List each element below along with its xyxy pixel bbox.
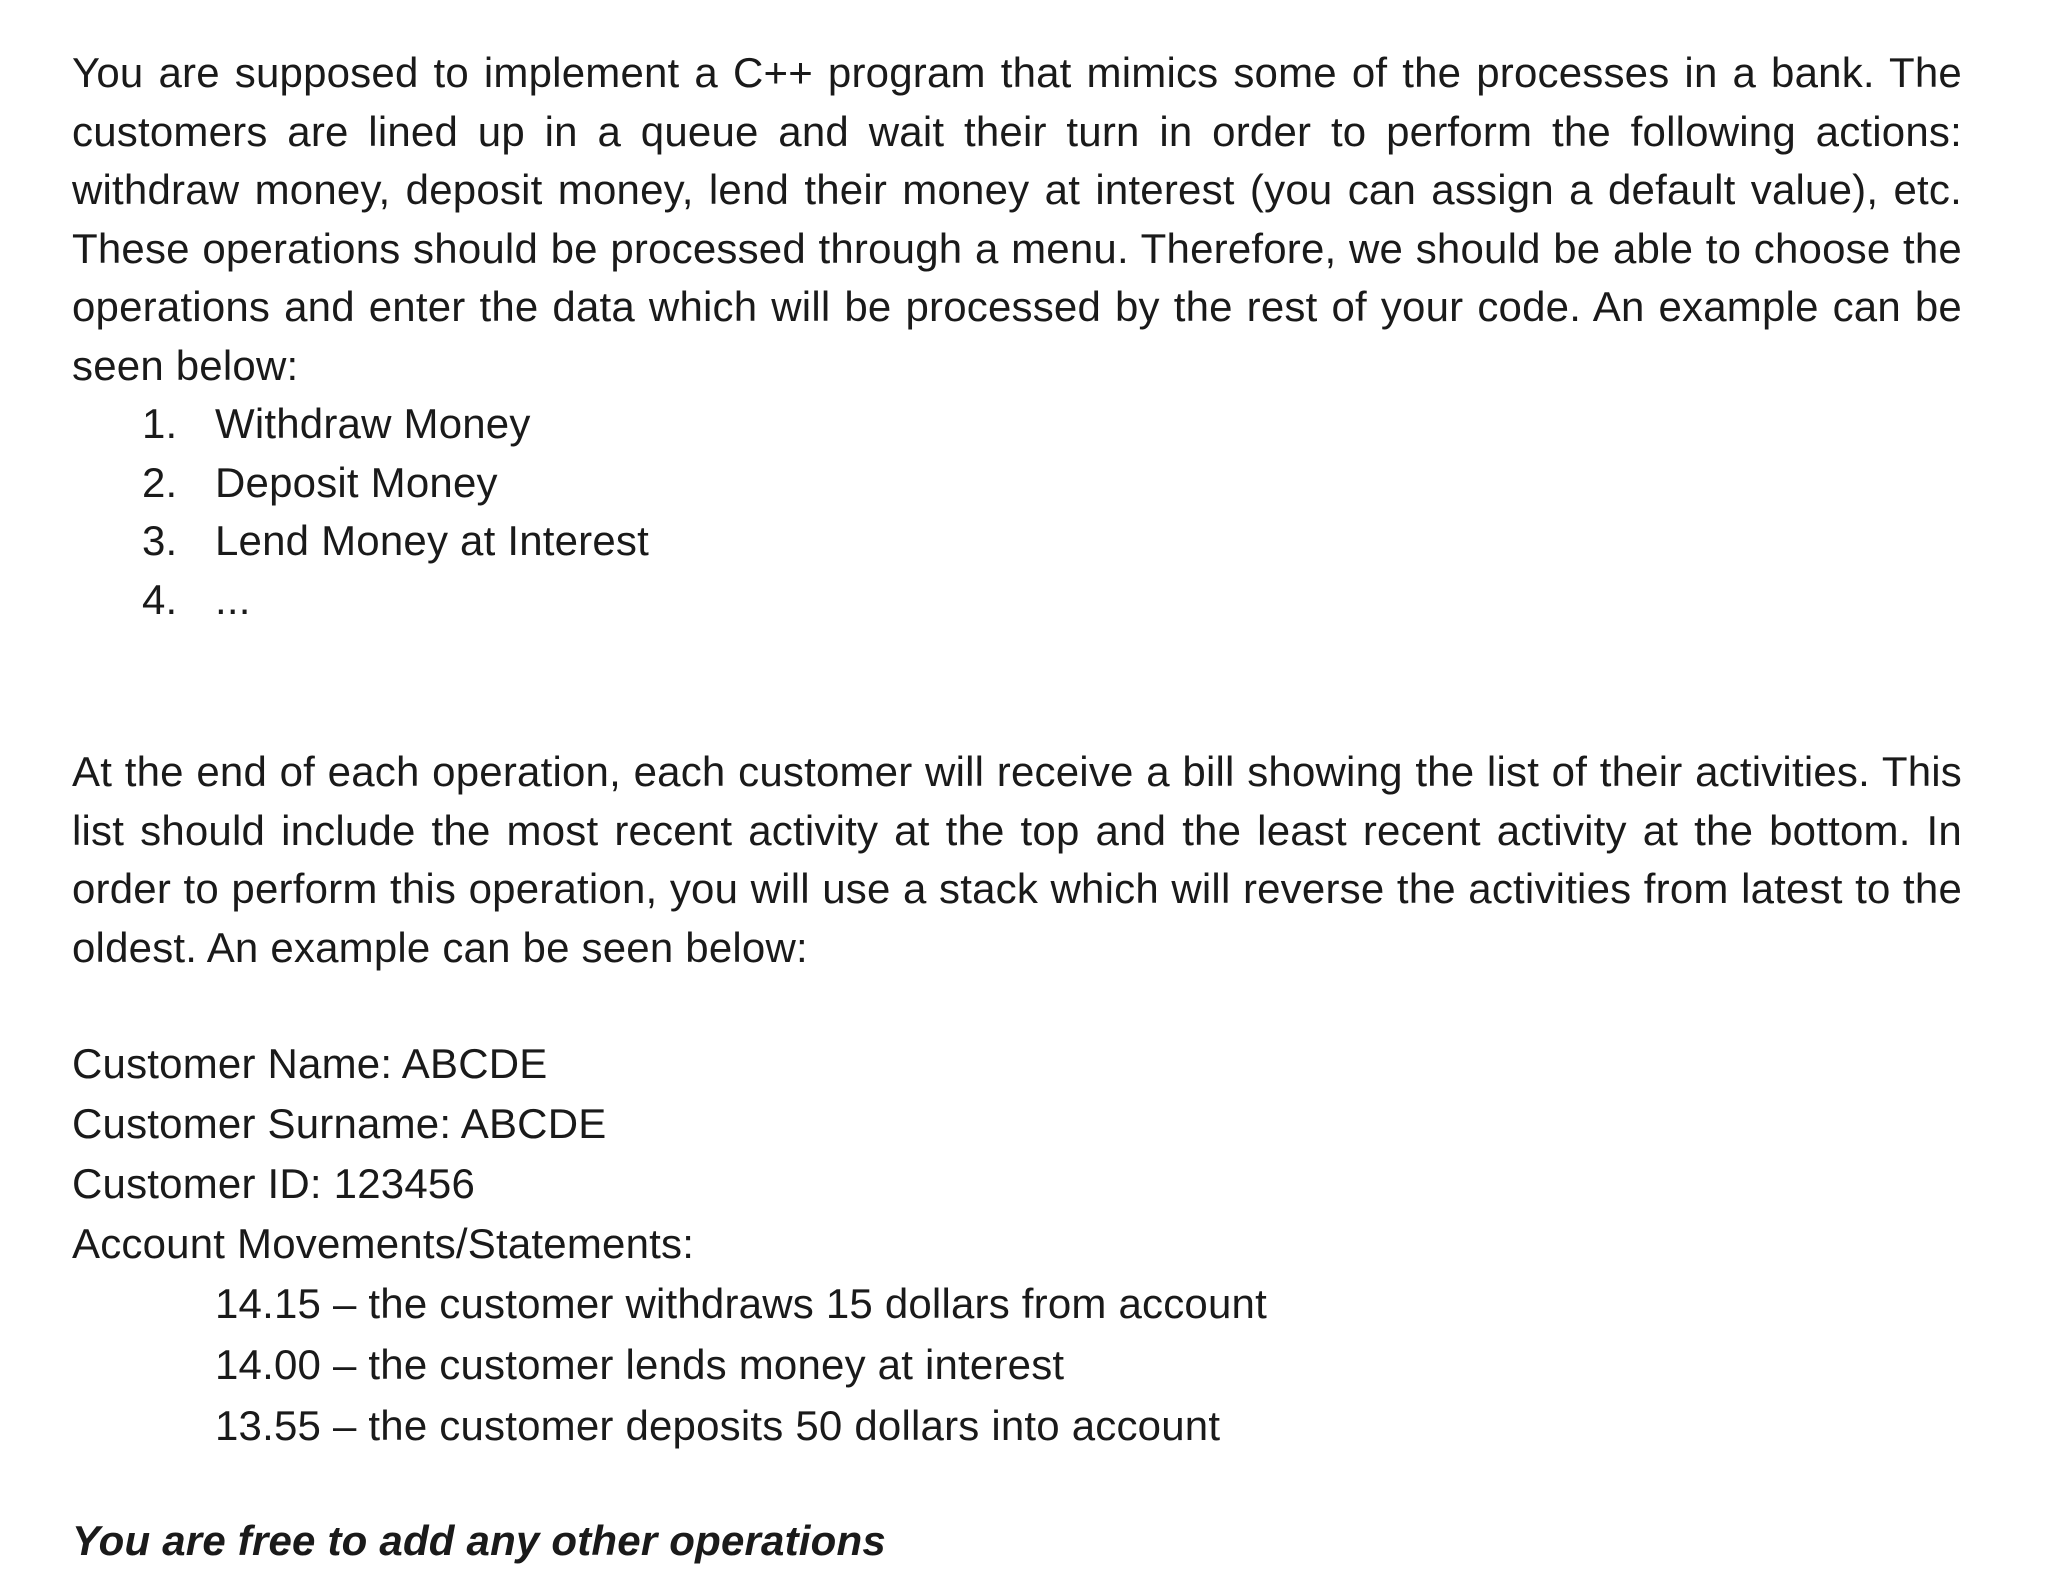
account-movements-heading: Account Movements/Statements: [72,1220,695,1267]
spacer [72,629,1962,743]
menu-item-label: Withdraw Money [215,400,531,447]
menu-item-number: 3. [142,517,178,564]
customer-surname-line: Customer Surname: ABCDE [72,1100,607,1147]
account-movements-list [72,1275,1962,1458]
menu-item-number: 2. [142,458,178,506]
menu-item-label: Deposit Money [215,458,498,506]
operations-menu-list [72,395,1962,629]
customer-id-line: Customer ID: 123456 [72,1160,476,1207]
menu-item-label: ... [215,575,251,623]
customer-name-line: Customer Name: ABCDE [72,1040,548,1087]
movement-item: 13.55 – the customer deposits 50 dollars into account [215,1402,1221,1449]
menu-item-number: 1. [142,400,178,447]
spacer [72,1458,1962,1512]
example-bill [72,1035,1962,1458]
assignment-document [72,44,1962,1571]
spacer [72,977,1962,1035]
menu-item-lend [72,512,1962,571]
movement-item: 14.00 – the customer lends money at interest [215,1341,1065,1388]
menu-item-label: Lend Money at Interest [215,517,649,564]
menu-item-more [72,571,1962,630]
movement-item: 14.15 – the customer withdraws 15 dollars from account [215,1280,1267,1327]
footer-note: You are free to add any other operations [72,1517,886,1564]
menu-item-number: 4. [142,575,178,623]
intro-paragraph: You are supposed to implement a C++ program that mimics some of the processes in a bank. The customers are lined up in a queue and wait their turn in order to perform the following actions: withdraw money, deposit money, lend their money at interest (you can assign a default value), etc. These operations should be processed through a menu. Therefore, we should be able to choose the operations and enter the data which will be processed by the rest of your code. An example can be seen below: [72,49,1962,389]
menu-item-deposit [72,454,1962,513]
bill-description-paragraph: At the end of each operation, each customer will receive a bill showing the list of their activities. This list should include the most recent activity at the top and the least recent activity at the bottom. In order to perform this operation, you will use a stack which will reverse the activities from latest to the oldest. An example can be seen below: [72,748,1962,971]
menu-item-withdraw [72,395,1962,454]
